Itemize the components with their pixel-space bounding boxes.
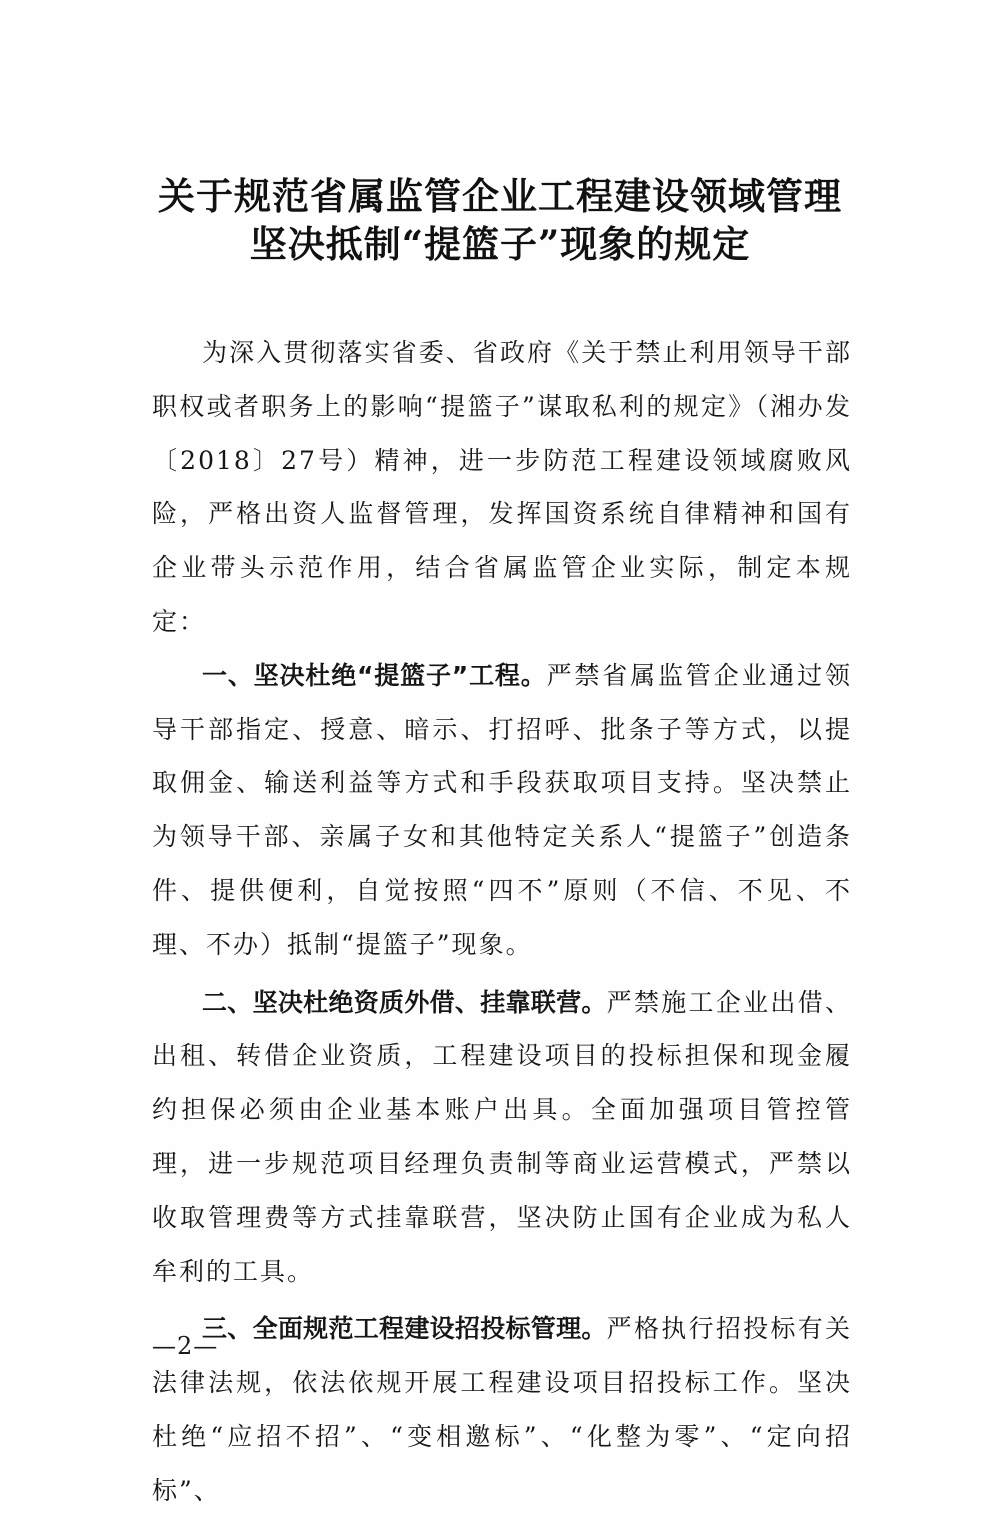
section-1-heading: 一、坚决杜绝“提篮子”工程。 bbox=[202, 660, 547, 690]
section-3-paragraph bbox=[152, 1302, 852, 1517]
section-2-paragraph bbox=[152, 976, 852, 1299]
section-1-text: 严禁省属监管企业通过领导干部指定、授意、暗示、打招呼、批条子等方式，以提取佣金、输送利益等方式和手段获取项目支持。坚决禁止为领导干部、亲属子女和其他特定关系人“提篮子”创造条件、提供便利，自觉按照“四不”原则（不信、不见、不理、不办）抵制“提篮子”现象。 bbox=[152, 660, 852, 959]
section-2-text: 严禁施工企业出借、出租、转借企业资质，工程建设项目的投标担保和现金履约担保必须由企业基本账户出具。全面加强项目管控管理，进一步规范项目经理负责制等商业运营模式，严禁以收取管理费等方式挂靠联营，坚决防止国有企业成为私人牟利的工具。 bbox=[152, 987, 852, 1286]
document-body bbox=[152, 326, 852, 1518]
intro-paragraph: 为深入贯彻落实省委、省政府《关于禁止利用领导干部职权或者职务上的影响“提篮子”谋取私利的规定》（湘办发〔2018〕27号）精神，进一步防范工程建设领域腐败风险，严格出资人监督管理，发挥国资系统自律精神和国有企业带头示范作用，结合省属监管企业实际，制定本规定： bbox=[152, 338, 852, 636]
page-number: —2— bbox=[152, 1332, 219, 1360]
document-title-line-2: 坚决抵制“提篮子”现象的规定 bbox=[249, 222, 751, 266]
section-3-text: 严格执行招投标有关法律法规，依法依规开展工程建设项目招投标工作。坚决杜绝“应招不招”、“变相邀标”、“化整为零”、“定向招标”、 bbox=[152, 1314, 852, 1505]
section-1-paragraph bbox=[152, 649, 852, 972]
document-title-line-1: 关于规范省属监管企业工程建设领域管理 bbox=[158, 174, 842, 218]
section-2-heading: 二、坚决杜绝资质外借、挂靠联营。 bbox=[202, 987, 607, 1017]
section-3-heading: 三、全面规范工程建设招投标管理。 bbox=[202, 1314, 607, 1344]
